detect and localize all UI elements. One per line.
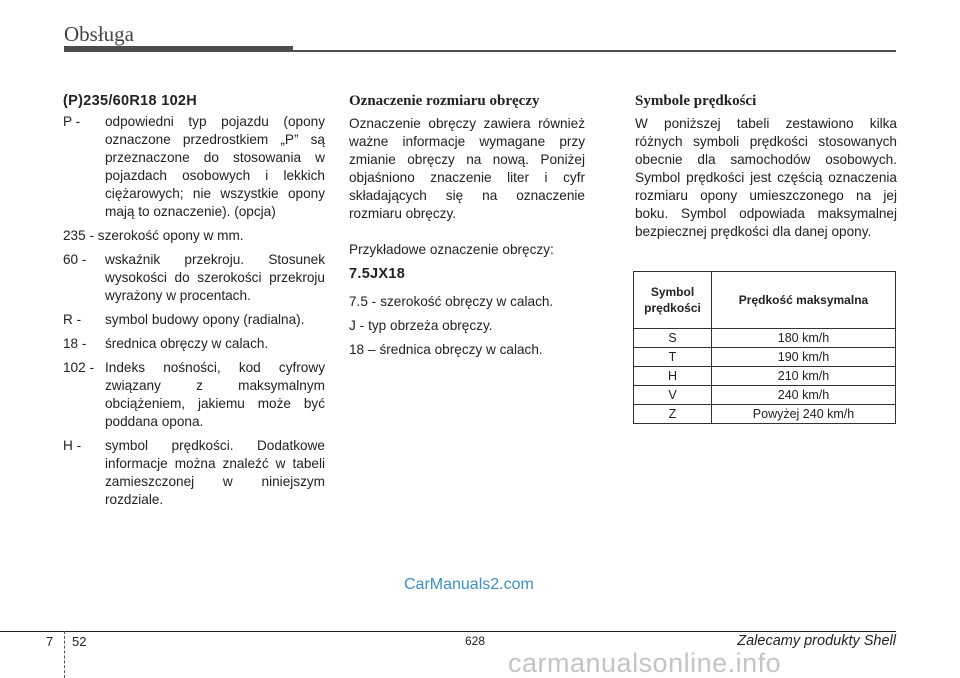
- tire-def-key: 60 -: [63, 252, 87, 267]
- tire-def-text: Indeks nośności, kod cyfrowy związany z maksymalnym obciążeniem, jakiemu może być poddana opona.: [105, 360, 325, 429]
- tire-code-example: (P)235/60R18 102H: [63, 93, 198, 109]
- rim-def-text: typ obrzeża obręczy.: [368, 318, 493, 333]
- column-header-symbol: Symbol prędkości: [634, 272, 712, 329]
- table-row: [634, 367, 896, 386]
- footer-divider: [64, 631, 65, 678]
- tire-def-text: symbol budowy opony (radialna).: [105, 312, 305, 327]
- tire-def-item: [63, 359, 325, 431]
- rim-def-item: [349, 341, 585, 359]
- tire-def-text: średnica obręczy w calach.: [105, 336, 269, 351]
- symbol-cell: T: [634, 348, 712, 367]
- speed-cell: 180 km/h: [712, 329, 896, 348]
- rim-intro-text: Oznaczenie obręczy zawiera również ważne informacje wymagane przy zmianie obręczy na nową. Poniżej objaśniono znaczenie liter i cyfr składających się na oznaczenie rozmiaru obręczy.: [349, 116, 585, 221]
- rim-def-item: [349, 317, 585, 335]
- rim-def-key: 7.5 -: [349, 294, 377, 309]
- tire-def-text: symbol prędkości. Dodatkowe informacje można znaleźć w tabeli zamieszczonej w niniejszym rozdziale.: [105, 438, 325, 507]
- rim-size-column: [349, 92, 585, 365]
- rim-example-label: Przykładowe oznaczenie obręczy:: [349, 242, 554, 257]
- footer-rule: [0, 631, 896, 632]
- site-watermark: carmanualsonline.info: [508, 648, 782, 678]
- rim-def-text: szerokość obręczy w calach.: [380, 294, 554, 309]
- header-rule: [293, 50, 896, 52]
- speed-cell: 210 km/h: [712, 367, 896, 386]
- speed-intro-text: W poniższej tabeli zestawiono kilka różnych symboli prędkości stosowanych obecnie dla samochodów osobowych. Symbol prędkości jest częścią oznaczenia rozmiaru opony umieszczonego na jej boku. Symbol odpowiada maksymalnej bezpiecznej prędkości dla danej opony.: [635, 116, 897, 239]
- rim-code-example: 7.5JX18: [349, 266, 406, 282]
- watermark-link[interactable]: CarManuals2.com: [404, 576, 534, 593]
- table-row: [634, 405, 896, 424]
- tire-def-item: [63, 335, 325, 353]
- speed-symbols-column: [635, 92, 897, 241]
- tire-def-item: [63, 251, 325, 305]
- tire-def-key: 18 -: [63, 336, 87, 351]
- tire-def-key: 102 -: [63, 360, 94, 375]
- symbol-cell: Z: [634, 405, 712, 424]
- rim-section-title: Oznaczenie rozmiaru obręczy: [349, 93, 540, 109]
- speed-cell: Powyżej 240 km/h: [712, 405, 896, 424]
- chapter-number: 7: [46, 634, 54, 649]
- header-bar: [64, 46, 293, 52]
- speed-cell: 240 km/h: [712, 386, 896, 405]
- tire-def-key: P -: [63, 114, 81, 129]
- footer-title: Zalecamy produkty Shell: [737, 633, 896, 649]
- symbol-cell: S: [634, 329, 712, 348]
- tire-def-text: szerokość opony w mm.: [97, 228, 244, 243]
- table-row: [634, 348, 896, 367]
- tire-def-text: odpowiedni typ pojazdu (opony oznaczone przedrostkiem „P” są przeznaczone do stosowania w pojazdach osobowych i lekkich ciężarowych; nie wszystkie opony mają to oznaczenie). (opcja): [105, 114, 325, 219]
- tire-def-key: R -: [63, 312, 82, 327]
- tire-code-column: [63, 92, 325, 515]
- page-header-title: Obsługa: [64, 22, 134, 46]
- page-number: 52: [72, 634, 87, 649]
- tire-def-item: [63, 113, 325, 221]
- symbol-cell: H: [634, 367, 712, 386]
- tire-def-key: 235 -: [63, 228, 94, 243]
- tire-def-item: [63, 437, 325, 509]
- rim-def-item: [349, 293, 585, 311]
- tire-def-item: [63, 311, 325, 329]
- table-row: [634, 329, 896, 348]
- document-page-number: 628: [465, 634, 486, 648]
- speed-symbol-table: [633, 271, 896, 424]
- table-row: [634, 386, 896, 405]
- tire-def-item: [63, 227, 325, 245]
- symbol-cell: V: [634, 386, 712, 405]
- rim-def-key: 18 –: [349, 342, 376, 357]
- tire-def-key: H -: [63, 438, 82, 453]
- rim-def-key: J -: [349, 318, 365, 333]
- speed-cell: 190 km/h: [712, 348, 896, 367]
- speed-section-title: Symbole prędkości: [635, 93, 757, 109]
- table-header-row: [634, 272, 896, 329]
- tire-def-text: wskaźnik przekroju. Stosunek wysokości do szerokości przekroju wyrażony w procentach.: [105, 252, 325, 303]
- column-header-max-speed: Prędkość maksymalna: [712, 272, 896, 329]
- rim-def-text: średnica obręczy w calach.: [379, 342, 543, 357]
